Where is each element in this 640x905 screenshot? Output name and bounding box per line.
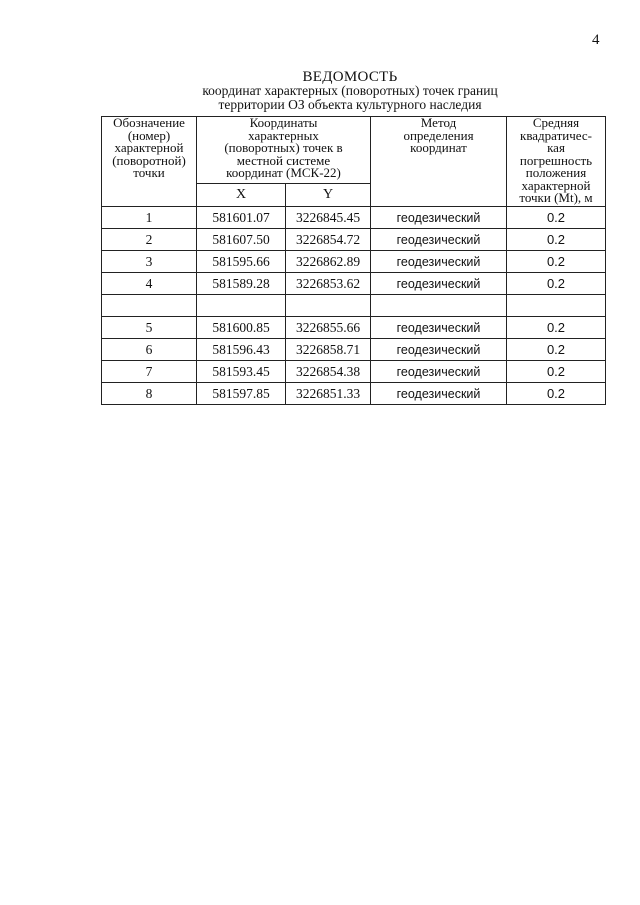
cell-error: 0.2 bbox=[507, 361, 606, 383]
blank-cell bbox=[102, 295, 197, 317]
cell-y: 3226862.89 bbox=[286, 251, 371, 273]
document-subtitle-line-1: координат характерных (поворотных) точек границ bbox=[202, 83, 498, 98]
cell-x: 581601.07 bbox=[197, 207, 286, 229]
document-subtitle-line-2: территории ОЗ объекта культурного наследия bbox=[218, 97, 482, 112]
blank-cell bbox=[371, 295, 507, 317]
cell-x: 581597.85 bbox=[197, 383, 286, 405]
cell-x: 581607.50 bbox=[197, 229, 286, 251]
cell-error: 0.2 bbox=[507, 273, 606, 295]
document-title: ВЕДОМОСТЬ bbox=[302, 69, 398, 85]
cell-error: 0.2 bbox=[507, 207, 606, 229]
table-row bbox=[102, 273, 606, 295]
cell-method: геодезический bbox=[371, 207, 507, 229]
cell-method: геодезический bbox=[371, 361, 507, 383]
cell-point: 8 bbox=[102, 383, 197, 405]
cell-method: геодезический bbox=[371, 251, 507, 273]
blank-row bbox=[102, 295, 606, 317]
header-error: Средняя квадратичес- кая погрешность положения характерной точки (Mt), м bbox=[507, 117, 606, 207]
cell-error: 0.2 bbox=[507, 317, 606, 339]
table-header bbox=[102, 117, 606, 207]
coordinates-table bbox=[101, 116, 606, 405]
header-designation: Обозначение (номер) характерной (поворотной) точки bbox=[102, 117, 197, 207]
cell-method: геодезический bbox=[371, 273, 507, 295]
cell-error: 0.2 bbox=[507, 339, 606, 361]
table-row bbox=[102, 251, 606, 273]
cell-point: 4 bbox=[102, 273, 197, 295]
cell-error: 0.2 bbox=[507, 251, 606, 273]
table-row bbox=[102, 383, 606, 405]
cell-x: 581596.43 bbox=[197, 339, 286, 361]
cell-point: 2 bbox=[102, 229, 197, 251]
cell-point: 6 bbox=[102, 339, 197, 361]
cell-point: 7 bbox=[102, 361, 197, 383]
cell-x: 581600.85 bbox=[197, 317, 286, 339]
table-row bbox=[102, 361, 606, 383]
cell-error: 0.2 bbox=[507, 383, 606, 405]
cell-x: 581589.28 bbox=[197, 273, 286, 295]
cell-y: 3226845.45 bbox=[286, 207, 371, 229]
cell-y: 3226858.71 bbox=[286, 339, 371, 361]
cell-y: 3226855.66 bbox=[286, 317, 371, 339]
cell-y: 3226854.72 bbox=[286, 229, 371, 251]
cell-method: геодезический bbox=[371, 339, 507, 361]
table-row bbox=[102, 207, 606, 229]
cell-point: 3 bbox=[102, 251, 197, 273]
cell-y: 3226853.62 bbox=[286, 273, 371, 295]
header-coordinates: Координаты характерных (поворотных) точек в местной системе координат (МСК-22) bbox=[197, 117, 371, 184]
header-y: Y bbox=[286, 184, 371, 207]
blank-cell bbox=[197, 295, 286, 317]
cell-point: 1 bbox=[102, 207, 197, 229]
cell-method: геодезический bbox=[371, 317, 507, 339]
header-x: X bbox=[197, 184, 286, 207]
table-row bbox=[102, 339, 606, 361]
page-number: 4 bbox=[592, 32, 600, 48]
table-row bbox=[102, 317, 606, 339]
cell-x: 581595.66 bbox=[197, 251, 286, 273]
table-body bbox=[102, 207, 606, 405]
blank-cell bbox=[286, 295, 371, 317]
cell-point: 5 bbox=[102, 317, 197, 339]
cell-method: геодезический bbox=[371, 229, 507, 251]
table-row bbox=[102, 229, 606, 251]
blank-cell bbox=[507, 295, 606, 317]
cell-x: 581593.45 bbox=[197, 361, 286, 383]
cell-y: 3226851.33 bbox=[286, 383, 371, 405]
title-block bbox=[150, 70, 550, 112]
cell-method: геодезический bbox=[371, 383, 507, 405]
cell-y: 3226854.38 bbox=[286, 361, 371, 383]
cell-error: 0.2 bbox=[507, 229, 606, 251]
header-method: Метод определения координат bbox=[371, 117, 507, 207]
